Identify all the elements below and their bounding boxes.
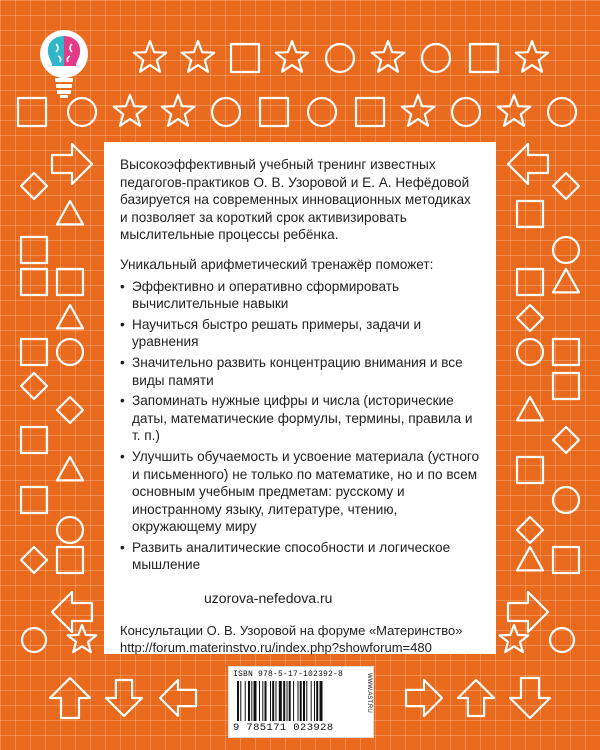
arrow-right-shape: [52, 144, 92, 184]
list-item: • Эффективно и оперативно сформировать вычислительные навыки: [120, 278, 482, 313]
square-shape: [356, 98, 384, 126]
square-shape: [517, 269, 543, 295]
barcode-bar: [287, 681, 288, 721]
circle-shape: [22, 628, 46, 652]
circle-shape: [308, 98, 336, 126]
star-shape: [372, 41, 404, 72]
square-shape: [517, 201, 543, 227]
triangle-shape: [517, 547, 543, 570]
barcode-block: [228, 666, 374, 738]
star-shape: [134, 41, 166, 72]
barcode-bar: [300, 681, 302, 721]
star-shape: [498, 95, 530, 126]
square-shape: [57, 547, 83, 573]
barcode-bar: [240, 681, 241, 721]
list-item: • Улучшить обучаемость и усвоение материала (устного и письменного) не только по математике, но и по всем основным учебным предметам: русскому и иностранному языку, литературе, чтению, окружающему миру: [120, 448, 482, 536]
barcode-bar: [254, 681, 257, 721]
consult-line: Консультации О. В. Узоровой на форуме «Материнство»: [120, 622, 463, 638]
barcode-bar: [251, 681, 252, 721]
arrow-down-shape: [106, 680, 142, 716]
consultation-text: [120, 622, 482, 656]
website-link[interactable]: uzorova-nefedova.ru: [204, 590, 333, 607]
barcode-bar: [306, 681, 307, 721]
list-item: • Запоминать нужные цифры и числа (исторические даты, математические формулы, термины, правила и т. п.): [120, 392, 482, 445]
diamond-shape: [21, 373, 47, 399]
circle-shape: [68, 98, 96, 126]
square-shape: [260, 98, 288, 126]
star-shape: [182, 41, 214, 72]
barcode-bar: [298, 681, 299, 721]
square-shape: [470, 44, 498, 72]
barcode-bar: [320, 681, 323, 721]
intro-text: Высокоэффективный учебный тренинг известных педагогов-практиков О. В. Узоровой и Е. А. Нефёдовой базируется на современных инновационных методиках и позволяет за короткий срок активизировать мыслительные процессы ребёнка.: [120, 157, 471, 243]
square-shape: [21, 269, 47, 295]
arrow-right-shape: [406, 680, 442, 716]
text-panel: [104, 142, 496, 654]
circle-shape: [452, 98, 480, 126]
star-shape: [516, 41, 548, 72]
arrow-left-shape: [52, 592, 92, 632]
arrow-up-shape: [50, 678, 90, 718]
list-item: • Развить аналитические способности и логическое мышление: [120, 539, 482, 574]
star-shape: [162, 95, 194, 126]
barcode-bar: [259, 681, 260, 721]
benefit-list: [120, 278, 482, 575]
publisher-site: WWW.AST.RU: [366, 673, 372, 713]
barcode-bar: [293, 681, 294, 721]
isbn-text: ISBN 978-5-17-102392-8: [233, 670, 344, 679]
barcode-bar: [276, 681, 277, 721]
diamond-shape: [21, 547, 47, 573]
barcode-bar: [316, 681, 318, 721]
triangle-shape: [517, 397, 543, 420]
triangle-shape: [57, 305, 83, 328]
square-shape: [57, 269, 83, 295]
arrow-up-shape: [458, 680, 494, 716]
triangle-shape: [553, 269, 579, 292]
barcode-bar: [248, 681, 250, 721]
circle-shape: [548, 98, 576, 126]
barcode-bar: [245, 681, 246, 721]
barcode-bar: [303, 681, 305, 721]
diamond-shape: [553, 173, 579, 199]
diamond-shape: [517, 305, 543, 331]
barcode-bar: [283, 681, 285, 721]
circle-shape: [57, 339, 83, 365]
barcode-bar: [311, 681, 312, 721]
square-shape: [553, 547, 579, 573]
triangle-shape: [57, 457, 83, 480]
star-shape: [114, 95, 146, 126]
barcode-bar: [265, 681, 267, 721]
circle-shape: [553, 487, 579, 513]
barcode-bar: [262, 681, 263, 721]
star-shape: [500, 625, 529, 652]
barcode-bar: [314, 681, 315, 721]
barcode-bar: [237, 681, 239, 721]
diamond-shape: [517, 517, 543, 543]
lightbulb-brain-icon: [38, 28, 90, 100]
star-shape: [402, 95, 434, 126]
square-shape: [18, 98, 46, 126]
square-shape: [21, 427, 47, 453]
arrow-down-shape: [510, 678, 550, 718]
square-shape: [231, 44, 259, 72]
list-item: • Научиться быстро решать примеры, задачи и уравнения: [120, 316, 482, 351]
square-shape: [21, 237, 47, 263]
arrow-left-shape: [508, 144, 548, 184]
barcode-icon: [237, 681, 357, 721]
circle-shape: [422, 44, 450, 72]
square-shape: [21, 339, 47, 365]
circle-shape: [550, 628, 574, 652]
forum-url[interactable]: http://forum.materinstvo.ru/index.php?showforum=480: [120, 639, 432, 655]
square-shape: [21, 487, 47, 513]
list-item: • Значительно развить концентрацию внимания и все виды памяти: [120, 354, 482, 389]
barcode-bar: [279, 681, 282, 721]
diamond-shape: [57, 397, 83, 423]
circle-shape: [326, 44, 354, 72]
square-shape: [553, 339, 579, 365]
square-shape: [553, 373, 579, 399]
circle-shape: [57, 517, 83, 543]
square-shape: [517, 457, 543, 483]
circle-shape: [553, 237, 579, 263]
barcode-bar: [270, 681, 271, 721]
circle-shape: [517, 339, 543, 365]
barcode-bar: [289, 681, 291, 721]
barcode-bar: [272, 681, 274, 721]
circle-shape: [212, 98, 240, 126]
star-shape: [276, 41, 308, 72]
arrow-left-shape: [160, 680, 196, 716]
diamond-shape: [21, 173, 47, 199]
barcode-number: 9 785171 023928: [233, 722, 334, 734]
diamond-shape: [553, 427, 579, 453]
triangle-shape: [57, 201, 83, 224]
list-heading: Уникальный арифметический тренажёр поможет:: [120, 256, 434, 272]
